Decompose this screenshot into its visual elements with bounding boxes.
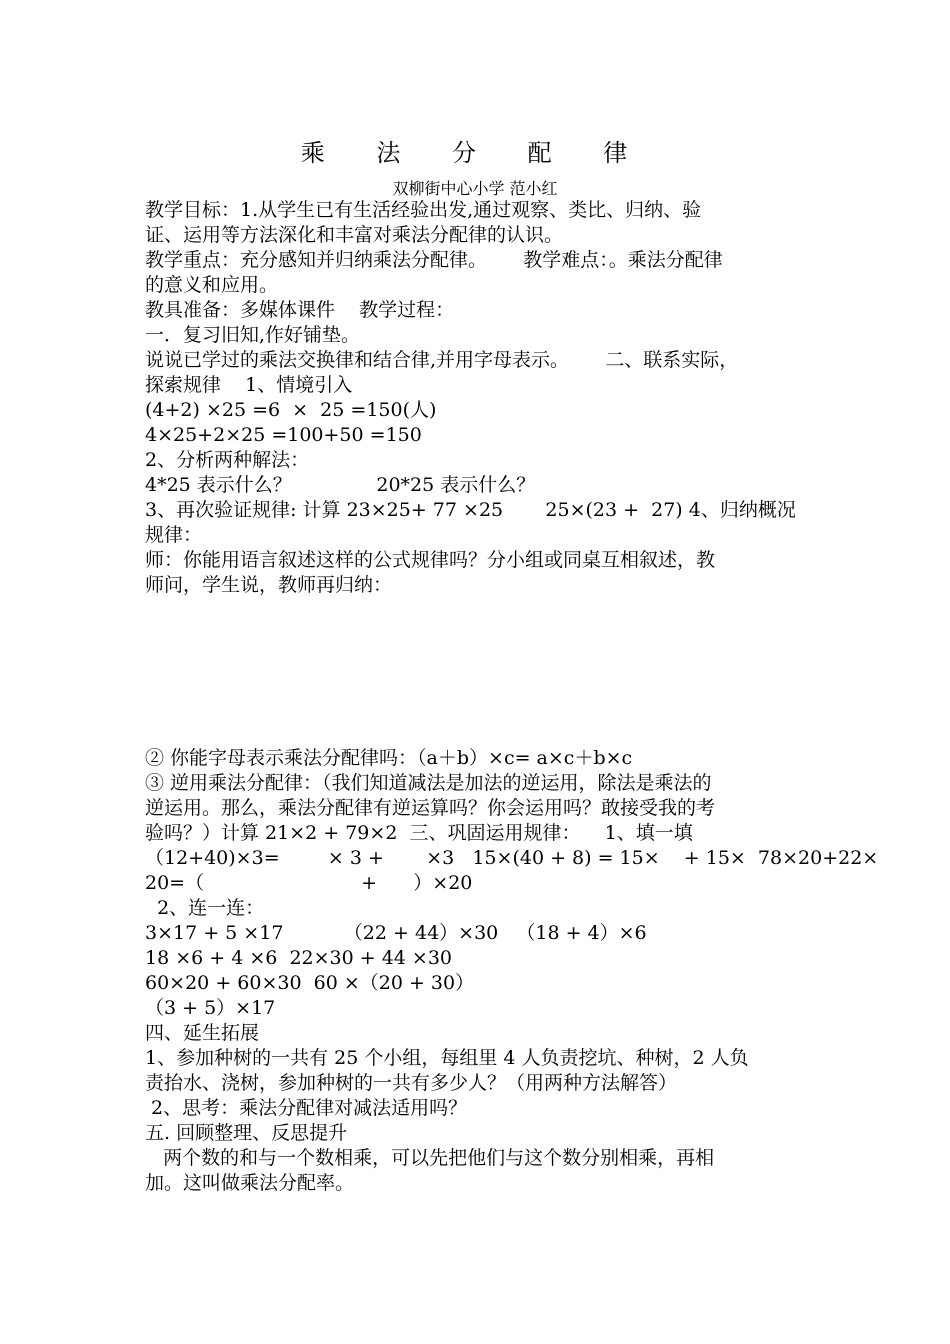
text-line: 探索规律 1、情境引入 <box>145 374 353 396</box>
text-line: 五. 回顾整理、反思提升 <box>145 1122 348 1144</box>
text-line: 1、参加种树的一共有 25 个小组，每组里 4 人负责挖坑、种树，2 人负 <box>145 1047 749 1069</box>
text-line: ③ 逆用乘法分配律：（我们知道减法是加法的逆运用，除法是乘法的 <box>145 772 712 794</box>
text-line: 4*25 表示什么？ 20*25 表示什么？ <box>145 474 536 496</box>
text-line: 60×20 + 60×30 60 ×（20 + 30） <box>145 972 475 994</box>
text-line: 责抬水、浇树，参加种树的一共有多少人？（用两种方法解答） <box>145 1072 678 1094</box>
text-line: 18 ×6 + 4 ×6 22×30 + 44 ×30 <box>145 947 453 969</box>
text-line: 证、运用等方法深化和丰富对乘法分配律的认识。 <box>145 224 564 246</box>
text-line: 20=（ + ）×20 <box>145 872 473 894</box>
text-line: ② 你能字母表示乘法分配律吗：（a＋b）×c= a×c＋b×c <box>145 747 633 769</box>
text-line: 3×17 + 5 ×17 （22 + 44）×30 （18 + 4）×6 <box>145 922 647 944</box>
document-title: 乘 法 分 配 律 <box>300 139 650 167</box>
text-line: 规律： <box>145 524 203 546</box>
text-line: 2、思考：乘法分配律对减法适用吗？ <box>145 1097 468 1119</box>
text-line: 说说已学过的乘法交换律和结合律,并用字母表示。 二、联系实际， <box>145 349 739 371</box>
text-line: 师问，学生说，教师再归纳： <box>145 574 393 596</box>
text-line: 教学重点：充分感知并归纳乘法分配律。 教学难点：。乘法分配律 <box>145 249 723 271</box>
text-line: 逆运用。那么，乘法分配律有逆运算吗？你会运用吗？敢接受我的考 <box>145 797 716 819</box>
text-line: （3 + 5）×17 <box>145 997 276 1019</box>
document-author: 双柳街中心小学 范小红 <box>392 179 558 198</box>
text-line: 的意义和应用。 <box>145 274 279 296</box>
text-line: 2、分析两种解法： <box>145 449 310 471</box>
text-line: 教学目标：1.从学生已有生活经验出发,通过观察、类比、归纳、验 <box>145 199 702 221</box>
text-line: 验吗？）计算 21×2 + 79×2 三、巩固运用规律： 1、填一填 <box>145 822 693 844</box>
text-line: 师：你能用语言叙述这样的公式规律吗？分小组或同桌互相叙述，教 <box>145 549 716 571</box>
text-line: 两个数的和与一个数相乘，可以先把他们与这个数分别相乘，再相 <box>145 1147 715 1169</box>
bottom-text-block <box>145 746 879 1196</box>
text-line: 加。这叫做乘法分配率。 <box>145 1172 355 1194</box>
text-line: 3、再次验证规律: 计算 23×25+ 77 ×25 25×(23 + 27) 4、归纳概况 <box>145 499 796 521</box>
text-line: （12+40)×3= × 3 + ×3 15×(40 + 8) = 15× + 15× 78×20+22× <box>145 847 879 869</box>
text-line: 一．复习旧知,作好铺垫。 <box>145 324 361 346</box>
text-line: 教具准备：多媒体课件 教学过程： <box>145 299 455 321</box>
text-line: 2、连一连： <box>145 897 265 919</box>
top-text-block <box>145 198 825 598</box>
text-line: 4×25+2×25 =100+50 =150 <box>145 424 422 446</box>
text-line: (4+2) ×25 =6 × 25 =150(人) <box>145 399 437 421</box>
text-line: 四、延生拓展 <box>145 1022 260 1044</box>
